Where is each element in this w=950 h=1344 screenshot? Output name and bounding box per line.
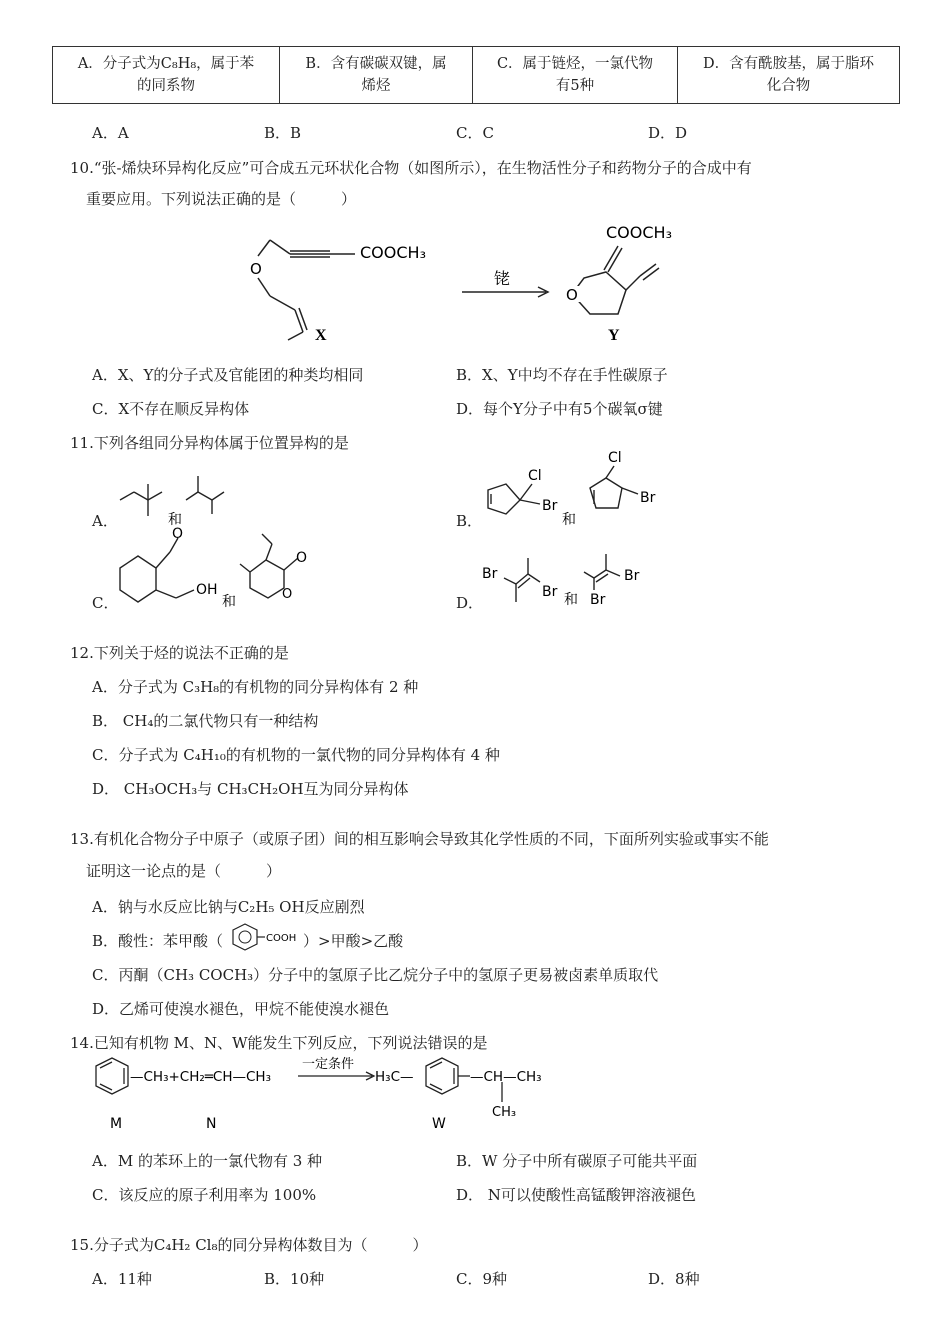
svg-text:O: O xyxy=(296,550,308,566)
svg-text:O: O xyxy=(172,526,184,542)
q15-stem: 15.分子式为C₄H₂ Cl₈的同分异构体数目为（ ） xyxy=(70,1236,428,1254)
y-ester-label: COOCH₃ xyxy=(606,223,672,242)
svg-text:Br: Br xyxy=(542,498,558,514)
q11-stem: 11.下列各组同分异构体属于位置异构的是 xyxy=(70,434,349,452)
q13-option-b[interactable]: B．酸性：苯甲酸（ COOH ）>甲酸>乙酸 xyxy=(92,930,403,951)
q14-stem: 14.已知有机物 M、N、W能发生下列反应，下列说法错误的是 xyxy=(70,1034,488,1052)
q11-option-d[interactable]: D． xyxy=(456,594,484,612)
svg-text:Br: Br xyxy=(624,568,640,584)
svg-text:—CH₃+CH₂═CH—CH₃: —CH₃+CH₂═CH—CH₃ xyxy=(130,1069,271,1085)
q12-stem: 12.下列关于烃的说法不正确的是 xyxy=(70,644,289,662)
q9-cell-a: A．分子式为C₈H₈，属于苯 的同系物 xyxy=(53,47,280,104)
svg-text:Cl: Cl xyxy=(528,468,542,484)
q10-option-d[interactable]: D．每个Y分子中有5个碳氧σ键 xyxy=(456,400,663,418)
q9-cell-d: D．含有酰胺基，属于脂环 化合物 xyxy=(678,47,900,104)
q11-option-b[interactable]: B． xyxy=(456,512,483,530)
q11-structures xyxy=(0,448,950,608)
q10-reaction-figure xyxy=(0,218,950,348)
q14-option-d[interactable]: D． N可以使酸性高锰酸钾溶液褪色 xyxy=(456,1186,696,1204)
q12-option-c[interactable]: C．分子式为 C₄H₁₀的有机物的一氯代物的同分异构体有 4 种 xyxy=(92,746,500,764)
q9-answer-b[interactable]: B．B xyxy=(264,124,302,142)
q12-option-a[interactable]: A．分子式为 C₃H₈的有机物的同分异构体有 2 种 xyxy=(92,678,419,696)
svg-text:和: 和 xyxy=(222,594,236,610)
q15-option-b[interactable]: B．10种 xyxy=(264,1270,325,1288)
svg-text:Br: Br xyxy=(542,584,558,600)
q14-option-a[interactable]: A．M 的苯环上的一氯代物有 3 种 xyxy=(92,1152,323,1170)
q9-cell-b: B．含有碳碳双键，属 烯烃 xyxy=(280,47,473,104)
q13-stem-line1: 13.有机化合物分子中原子（或原子团）间的相互影响会导致其化学性质的不同，下面所列实验或事实不能 xyxy=(70,830,769,848)
q9-options-table xyxy=(52,46,900,104)
svg-text:COOH: COOH xyxy=(266,933,297,944)
q11-option-c[interactable]: C． xyxy=(92,594,119,612)
svg-text:和: 和 xyxy=(564,592,578,608)
svg-text:—CH—CH₃: —CH—CH₃ xyxy=(470,1069,542,1085)
y-label: Y xyxy=(608,327,620,344)
y-oxygen-label: O xyxy=(566,286,578,304)
q14-option-c[interactable]: C．该反应的原子利用率为 100% xyxy=(92,1186,317,1204)
svg-text:H₃C—: H₃C— xyxy=(375,1069,414,1085)
q10-stem-line2: 重要应用。下列说法正确的是（ ） xyxy=(86,190,357,208)
q9-answer-c[interactable]: C．C xyxy=(456,124,494,142)
svg-text:M: M xyxy=(110,1116,123,1132)
svg-text:和: 和 xyxy=(562,512,576,528)
q14-option-b[interactable]: B．W 分子中所有碳原子可能共平面 xyxy=(456,1152,698,1170)
q9-cell-c: C．属于链烃，一氯代物 有5种 xyxy=(473,47,678,104)
q15-option-d[interactable]: D．8种 xyxy=(648,1270,700,1288)
svg-text:Br: Br xyxy=(482,566,498,582)
q12-option-b[interactable]: B． CH₄的二氯代物只有一种结构 xyxy=(92,712,319,730)
catalyst-label: 铑 xyxy=(494,271,511,288)
q10-stem-line1: 10.“张-烯炔环异构化反应”可合成五元环状化合物（如图所示），在生物活性分子和药物分子的合成中有 xyxy=(70,159,752,177)
svg-text:一定条件: 一定条件 xyxy=(302,1057,355,1072)
x-oxygen-label: O xyxy=(250,260,262,278)
svg-text:Cl: Cl xyxy=(608,450,622,466)
q10-option-b[interactable]: B．X、Y中均不存在手性碳原子 xyxy=(456,366,668,384)
svg-text:Br: Br xyxy=(640,490,656,506)
svg-text:OH: OH xyxy=(196,582,218,598)
svg-text:和: 和 xyxy=(168,512,182,528)
q13-option-a[interactable]: A．钠与水反应比钠与C₂H₅ OH反应剧烈 xyxy=(92,898,365,916)
x-ester-label: COOCH₃ xyxy=(360,243,426,262)
x-label: X xyxy=(315,327,327,344)
q12-option-d[interactable]: D． CH₃OCH₃与 CH₃CH₂OH互为同分异构体 xyxy=(92,780,409,798)
svg-text:CH₃: CH₃ xyxy=(492,1105,517,1120)
svg-text:Br: Br xyxy=(590,592,606,608)
svg-text:N: N xyxy=(206,1116,217,1132)
q10-option-a[interactable]: A．X、Y的分子式及官能团的种类均相同 xyxy=(92,366,364,384)
svg-text:W: W xyxy=(432,1116,446,1132)
q9-answer-d[interactable]: D．D xyxy=(648,124,688,142)
svg-text:O: O xyxy=(282,587,293,602)
q13-option-d[interactable]: D．乙烯可使溴水褪色，甲烷不能使溴水褪色 xyxy=(92,1000,390,1018)
q15-option-a[interactable]: A．11种 xyxy=(92,1270,152,1288)
q13-stem-line2: 证明这一论点的是（ ） xyxy=(86,862,282,880)
q13-option-c[interactable]: C．丙酮（CH₃ COCH₃）分子中的氢原子比乙烷分子中的氢原子更易被卤素单质取代 xyxy=(92,966,659,984)
q9-answer-a[interactable]: A．A xyxy=(92,124,129,142)
benzoic-acid-structure xyxy=(223,934,303,950)
q14-reaction-equation xyxy=(0,1050,950,1140)
q11-option-a[interactable]: A． xyxy=(92,512,118,530)
q15-option-c[interactable]: C．9种 xyxy=(456,1270,508,1288)
q10-option-c[interactable]: C．X不存在顺反异构体 xyxy=(92,400,250,418)
